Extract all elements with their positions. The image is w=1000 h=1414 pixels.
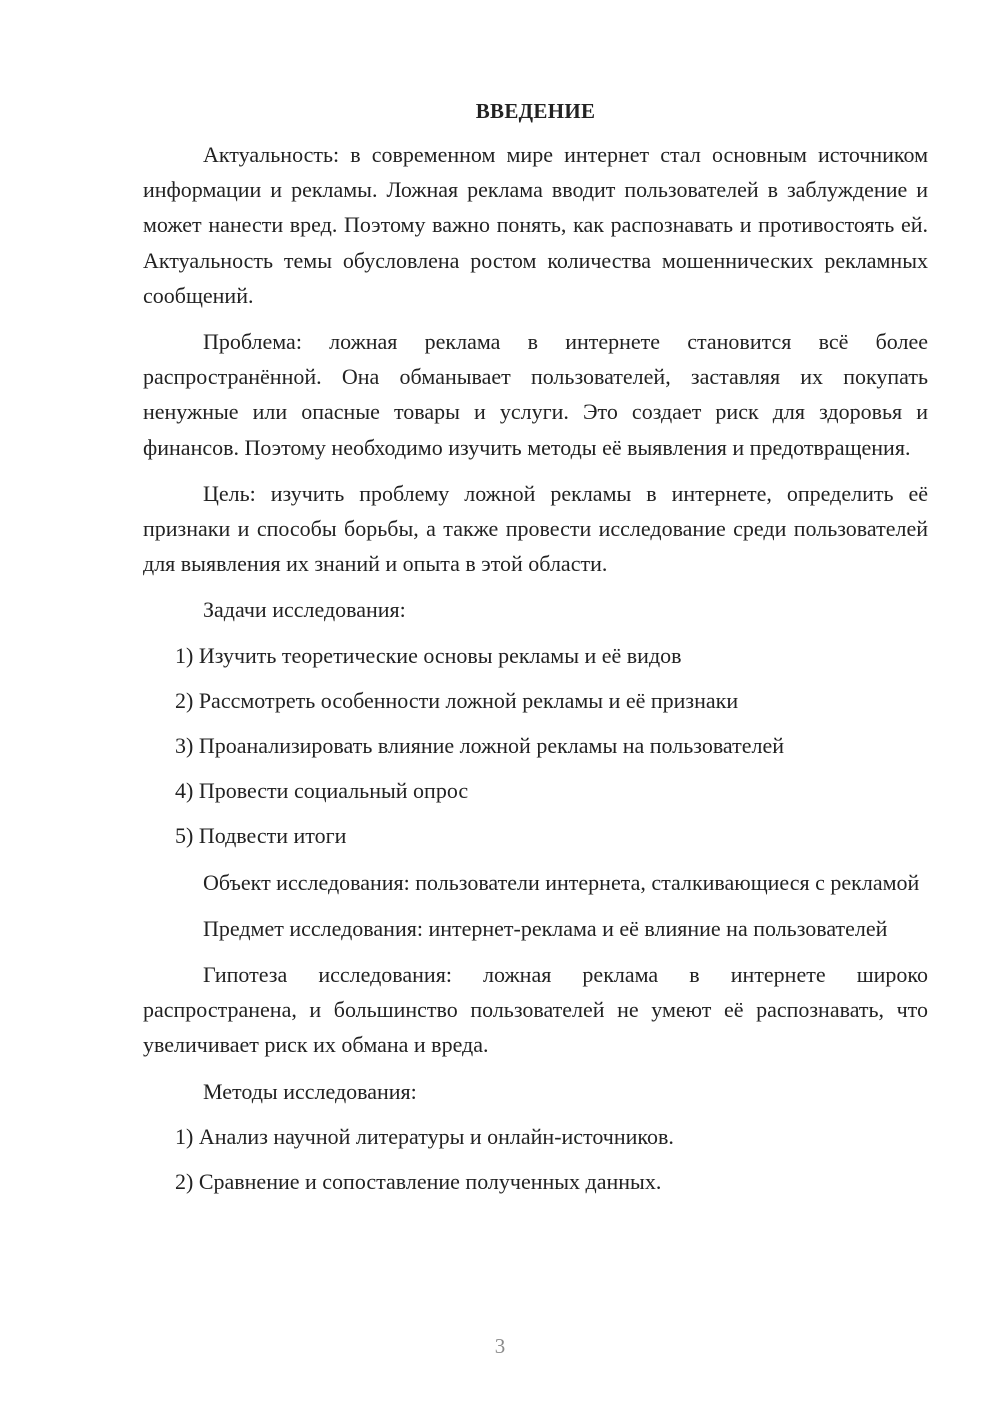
methods-heading: Методы исследования: (203, 1078, 417, 1104)
goal-paragraph: Цель: изучить проблему ложной рекламы в интернете, определить её признаки и способы борьбы, а также провести исследование среди пользователей для выявления их знаний и опыта в этой области. (143, 480, 928, 577)
list-item: 1) Изучить теоретические основы рекламы и её видов (175, 642, 682, 668)
list-item: 5) Подвести итоги (175, 823, 347, 849)
list-item: 4) Провести социальный опрос (175, 778, 469, 804)
list-item: 3) Проанализировать влияние ложной рекламы на пользователей (175, 733, 785, 759)
relevance-paragraph: Актуальность: в современном мире интернет стал основным источником информации и рекламы. Ложная реклама вводит пользователей в заблуждение и может нанести вред. Поэтому важно понять, как распознавать и противостоять ей. Актуальность темы обусловлена ростом количества мошеннических рекламных сообщений. (143, 142, 928, 308)
problem-paragraph: Проблема: ложная реклама в интернете становится всё более распространённой. Она обманывает пользователей, заставляя их покупать ненужные или опасные товары и услуги. Это создает риск для здоровья и финансов. Поэтому необходимо изучить методы её выявления и предотвращения. (143, 329, 928, 460)
subject-paragraph: Предмет исследования: интернет-реклама и её влияние на пользователей (203, 915, 888, 941)
tasks-list (143, 638, 928, 854)
document-page (143, 98, 928, 1199)
object-paragraph: Объект исследования: пользователи интернета, сталкивающиеся с рекламой (203, 869, 920, 895)
list-item: 1) Анализ научной литературы и онлайн-источников. (175, 1123, 674, 1149)
list-item: 2) Сравнение и сопоставление полученных данных. (175, 1169, 662, 1195)
page-title: ВВЕДЕНИЕ (475, 99, 596, 123)
list-item: 2) Рассмотреть особенности ложной рекламы и её признаки (175, 687, 739, 713)
tasks-heading: Задачи исследования: (203, 597, 406, 623)
page-number: 3 (494, 1334, 506, 1358)
methods-list (143, 1119, 928, 1199)
hypothesis-paragraph: Гипотеза исследования: ложная реклама в интернете широко распространена, и большинство пользователей не умеют её распознавать, что увеличивает риск их обмана и вреда. (143, 962, 928, 1058)
